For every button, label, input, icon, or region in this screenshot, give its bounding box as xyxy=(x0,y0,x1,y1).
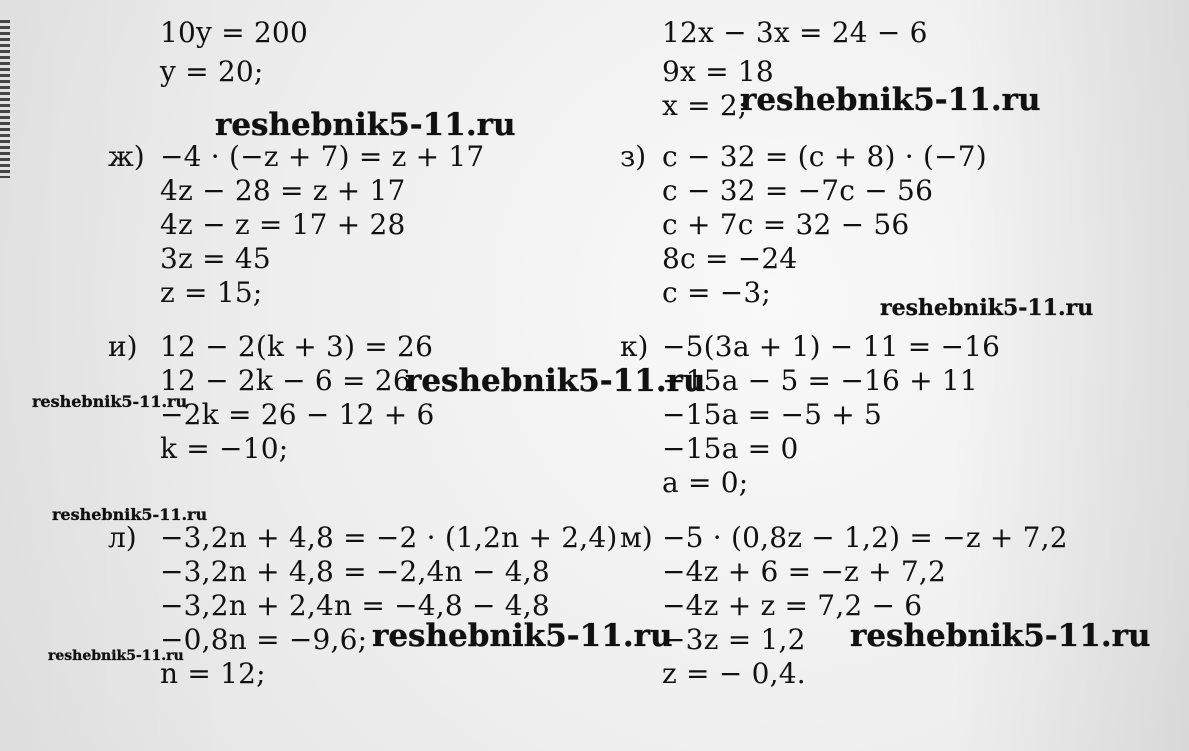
equation-line: −15a = −5 + 5 xyxy=(662,398,882,431)
equation-line: n = 12; xyxy=(160,657,266,690)
watermark: reshebnik5-11.ru xyxy=(405,363,706,399)
equation-line: −4z + z = 7,2 − 6 xyxy=(662,589,923,622)
equation-line: −3,2n + 2,4n = −4,8 − 4,8 xyxy=(160,589,550,622)
equation-line: k = −10; xyxy=(160,432,289,465)
problem-label-i: и) xyxy=(108,330,138,363)
equation-line: 12x − 3x = 24 − 6 xyxy=(662,16,928,49)
equation-line: y = 20; xyxy=(160,55,264,88)
watermark: reshebnik5-11.ru xyxy=(880,295,1094,321)
equation-line: −5 · (0,8z − 1,2) = −z + 7,2 xyxy=(662,521,1068,554)
equation-line: a = 0; xyxy=(662,466,749,499)
equation-line: −3,2n + 4,8 = −2,4n − 4,8 xyxy=(160,555,550,588)
watermark: reshebnik5-11.ru xyxy=(52,505,208,524)
equation-line: 10y = 200 xyxy=(160,16,308,49)
equation-line: −15a − 5 = −16 + 11 xyxy=(662,364,978,397)
equation-line: 4z − z = 17 + 28 xyxy=(160,208,406,241)
watermark: reshebnik5-11.ru xyxy=(32,392,188,411)
problem-label-zh: ж) xyxy=(108,140,145,173)
equation-line: 12 − 2(k + 3) = 26 xyxy=(160,330,434,363)
watermark: reshebnik5-11.ru xyxy=(215,107,516,143)
watermark: reshebnik5-11.ru xyxy=(372,618,673,654)
equation-line: c − 32 = −7c − 56 xyxy=(662,174,934,207)
equation-line: −0,8n = −9,6; xyxy=(160,623,368,656)
watermark: reshebnik5-11.ru xyxy=(48,648,184,664)
watermark: reshebnik5-11.ru xyxy=(740,82,1041,118)
watermark: reshebnik5-11.ru xyxy=(850,618,1151,654)
problem-label-l: л) xyxy=(108,521,137,554)
equation-line: x = 2; xyxy=(662,89,748,122)
equation-line: z = − 0,4. xyxy=(662,657,806,690)
equation-line: −3z = 1,2 xyxy=(662,623,806,656)
equation-line: 9x = 18 xyxy=(662,55,774,88)
equation-line: z = 15; xyxy=(160,276,263,309)
equation-line: c + 7c = 32 − 56 xyxy=(662,208,910,241)
equation-line: 4z − 28 = z + 17 xyxy=(160,174,406,207)
equation-line: 3z = 45 xyxy=(160,242,271,275)
problem-label-z: з) xyxy=(620,140,647,173)
spiral-binding-edge xyxy=(0,20,10,178)
equation-line: c − 32 = (c + 8) · (−7) xyxy=(662,140,987,173)
equation-line: −15a = 0 xyxy=(662,432,799,465)
equation-line: 8c = −24 xyxy=(662,242,798,275)
equation-line: −4 · (−z + 7) = z + 17 xyxy=(160,140,485,173)
equation-line: −2k = 26 − 12 + 6 xyxy=(160,398,435,431)
equation-line: c = −3; xyxy=(662,276,772,309)
equation-line: −3,2n + 4,8 = −2 · (1,2n + 2,4) xyxy=(160,521,618,554)
equation-line: 12 − 2k − 6 = 26 xyxy=(160,364,411,397)
equation-line: −4z + 6 = −z + 7,2 xyxy=(662,555,946,588)
equation-line: −5(3a + 1) − 11 = −16 xyxy=(662,330,1001,363)
problem-label-m: м) xyxy=(620,521,653,554)
problem-label-k: к) xyxy=(620,330,649,363)
